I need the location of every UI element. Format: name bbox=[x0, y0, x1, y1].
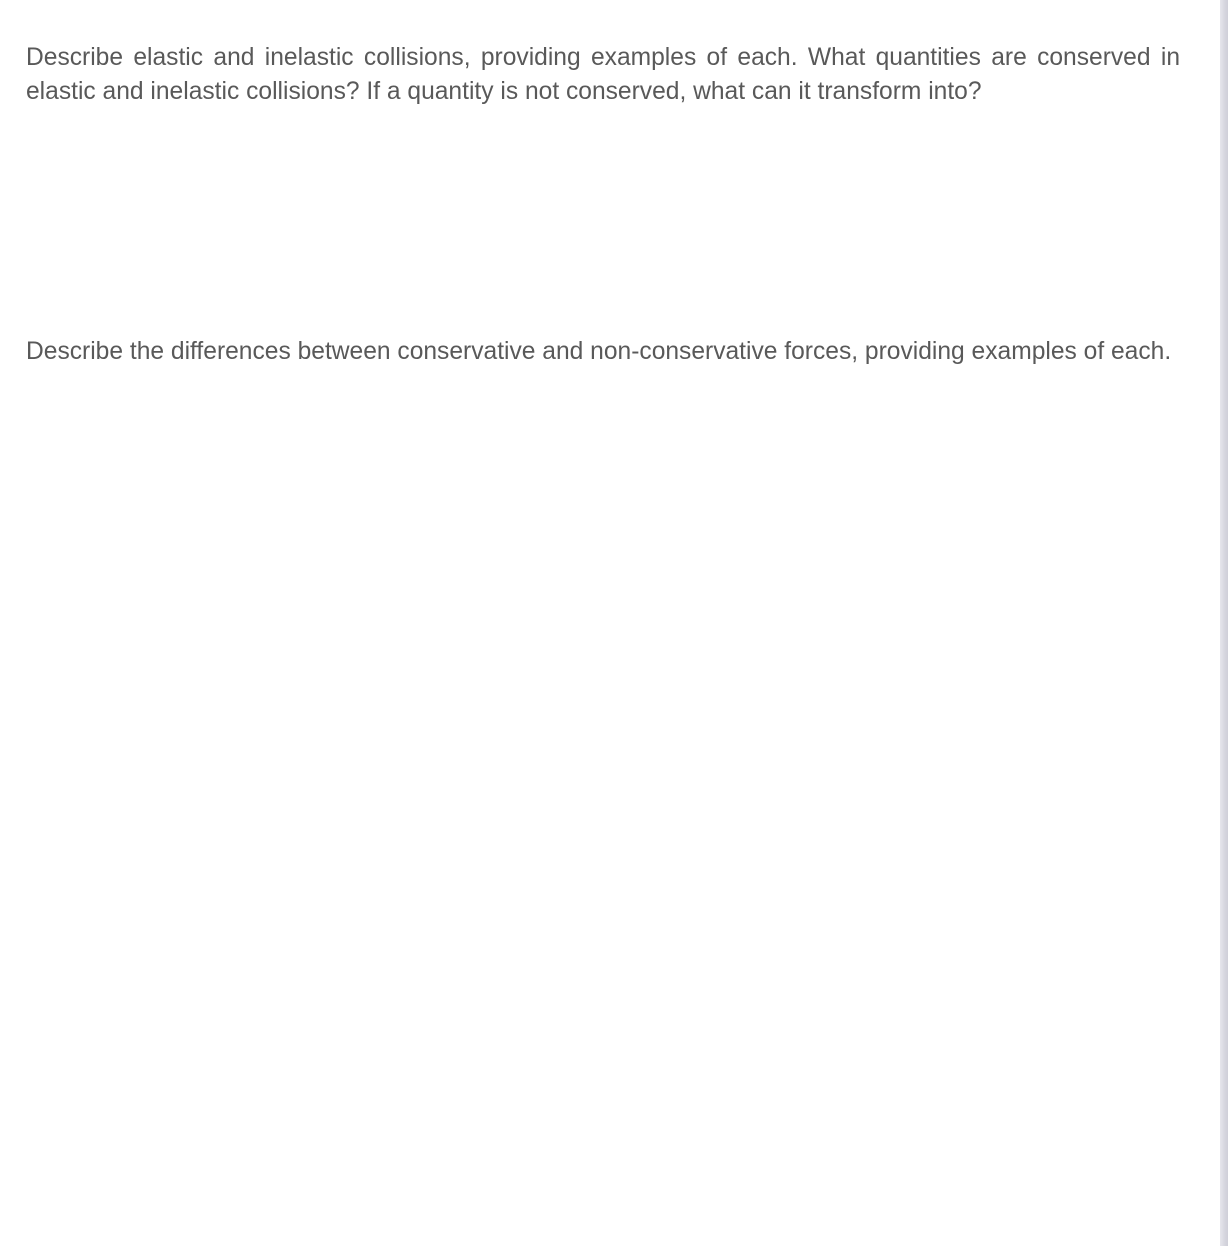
page-edge-shadow bbox=[1220, 0, 1228, 1246]
question-collisions: Describe elastic and inelastic collisions, providing examples of each. What quantities are conserved in elastic and inelastic collisions? If a quantity is not conserved, what can it transform into? bbox=[26, 44, 1180, 105]
question-forces: Describe the differences between conservative and non-conservative forces, providing examples of each. bbox=[26, 338, 1172, 365]
